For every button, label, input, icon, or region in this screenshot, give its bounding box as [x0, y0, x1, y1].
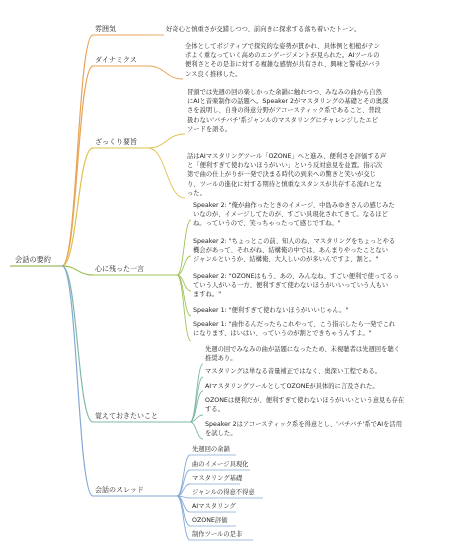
category-threads[interactable]: 会話のスレッド [95, 486, 144, 494]
text-line: Speaker 2はアコースティック系を得意とし、'バチバチ'系でAIを活用 [205, 421, 403, 428]
key-point-4 [205, 396, 404, 414]
category-dynamics[interactable]: ダイナミクス [95, 56, 137, 64]
quote-2 [193, 237, 395, 265]
leaf-connector [190, 422, 203, 439]
root-connector [62, 266, 93, 422]
text-line: ジャンルというか、結構俺、大人しいのが多いんですよ、割と。" [193, 256, 379, 264]
text-line: 扱わない'バチバチ'系ジャンルのマスタリングにチャレンジしたエピ [187, 116, 379, 124]
text-line: ますね。" [193, 291, 222, 299]
text-line: 便利さとその是非に対する複雑な感情が共有され、興味と警戒がバラ [185, 61, 381, 69]
text-line: を試した。 [205, 430, 237, 438]
category-atmosphere[interactable]: 雰囲気 [95, 25, 116, 33]
root-node[interactable]: 会話の要約 [15, 255, 51, 264]
thread-item[interactable]: 制作ツールの是非 [192, 531, 243, 538]
text-line: り、ツールの進化に対する期待と慎重なスタンスが共存する流れとな [187, 180, 382, 188]
text-line: 冒頭では先週の回の楽しかった余韻に触れつつ、みなみの曲から自然 [187, 89, 382, 96]
text-line: 先週の回でみなみの曲が話題になったため、未視聴者は先週回を聴く [205, 346, 400, 353]
root-connector [62, 35, 93, 266]
leaf-connector [148, 66, 183, 79]
text-line: ね。っていうので、笑っちゃったって感じですね。" [193, 220, 341, 228]
leaf-connector [148, 134, 185, 148]
thread-item[interactable]: 先週回の余韻 [192, 446, 230, 453]
text-line: 第で曲の仕上がりが一発で決まる時代の到来への驚きと笑いが交じ [187, 171, 376, 179]
key-point-3: AIマスタリングツールとしてOZONEが具体的に言及された。 [205, 383, 379, 390]
text-line: にAIと音楽制作の話題へ。Speaker 2がマスタリングの基礎とその奥深 [187, 98, 389, 106]
text-line: ポよく重なっていく高めのエンゲージメントが見られた。AIツールの [185, 52, 380, 60]
text-line: 機会があって、それがね、結構俺の中では、あんまりやったことない [193, 247, 389, 255]
text-line: になります、はいはい、っていうのが割とできちゃうんすよ。" [193, 330, 372, 338]
summary-text-2 [187, 152, 386, 198]
text-line: Speaker 2: "俺が曲作ったときのイメージ、中島みゆきさんの感じみた [193, 202, 395, 209]
thread-item[interactable]: 曲のイメージ具現化 [192, 461, 249, 468]
text-line: ていう人がいる一方、便利すぎて使わないほうがいいっていう人もい [193, 282, 389, 290]
text-line: 話はAIマスタリングツール「OZONE」へと進み、便利さを評価する声 [187, 153, 387, 160]
text-line: った。 [187, 189, 206, 197]
quote-3 [193, 272, 399, 300]
summary-text-1 [187, 88, 388, 134]
leaf-connector [177, 275, 191, 341]
text-line: ンス良く推移した。 [185, 70, 242, 78]
text-line: と「便利すぎて使わないほうがいい」という反対意見を並置。指示次 [187, 162, 383, 170]
thread-item[interactable]: ジャンルの得意不得意 [192, 489, 255, 496]
leaf-connector [148, 148, 185, 198]
key-point-5 [205, 420, 402, 438]
dynamics-text [185, 42, 381, 79]
root-connector [62, 266, 93, 496]
atmosphere-text: 好奇心と慎重さが交錯しつつ、前向きに探求する落ち着いたトーン。 [166, 26, 361, 33]
text-line: Speaker 1: "曲作るんだったらこれやって、こう指示したら一発でこれ [193, 321, 396, 328]
text-line: Speaker 2: "OZONEはもう、あの、みんなね、すごい便利で使ってるっ [193, 273, 400, 280]
text-line: さを説明し、自身の得意分野がアコースティック系であること、普段 [187, 107, 381, 115]
text-line: ソードを語る。 [187, 125, 232, 133]
text-line: 推奨あり。 [205, 355, 237, 363]
key-point-2: マスタリングは単なる音量補正ではなく、奥深い工程である。 [205, 368, 382, 375]
quote-4: Speaker 1: "便利すぎて使わないほうがいいじゃん。" [193, 307, 349, 314]
text-line: OZONEは便利だが、便利すぎて使わないほうがいいという意見も存在 [205, 397, 405, 404]
leaf-connector [177, 496, 190, 540]
text-line: Speaker 2: "ちょっとこの前、知人のね、マスタリングをちょっとやる [193, 238, 396, 245]
root-connector [62, 66, 93, 266]
text-line: いなのが、イメージしてたのが、すごい具現化されてきて。なるほど [193, 211, 388, 219]
thread-item[interactable]: OZONE評価 [192, 517, 228, 524]
text-line: する。 [205, 406, 224, 414]
key-point-1 [205, 345, 400, 363]
category-key-points[interactable]: 覚えておきたいこと [95, 412, 158, 420]
text-line: 全体としてポジティブで探究的な姿勢が貫かれ、具体例と相槌がテン [185, 43, 380, 50]
thread-item[interactable]: AIマスタリング [192, 503, 236, 510]
category-summary[interactable]: ざっくり要旨 [95, 138, 137, 146]
quote-5 [193, 320, 395, 338]
quote-1 [193, 201, 395, 229]
category-memorable-quotes[interactable]: 心に残った一言 [95, 265, 144, 273]
thread-item[interactable]: マスタリング基礎 [192, 475, 243, 482]
